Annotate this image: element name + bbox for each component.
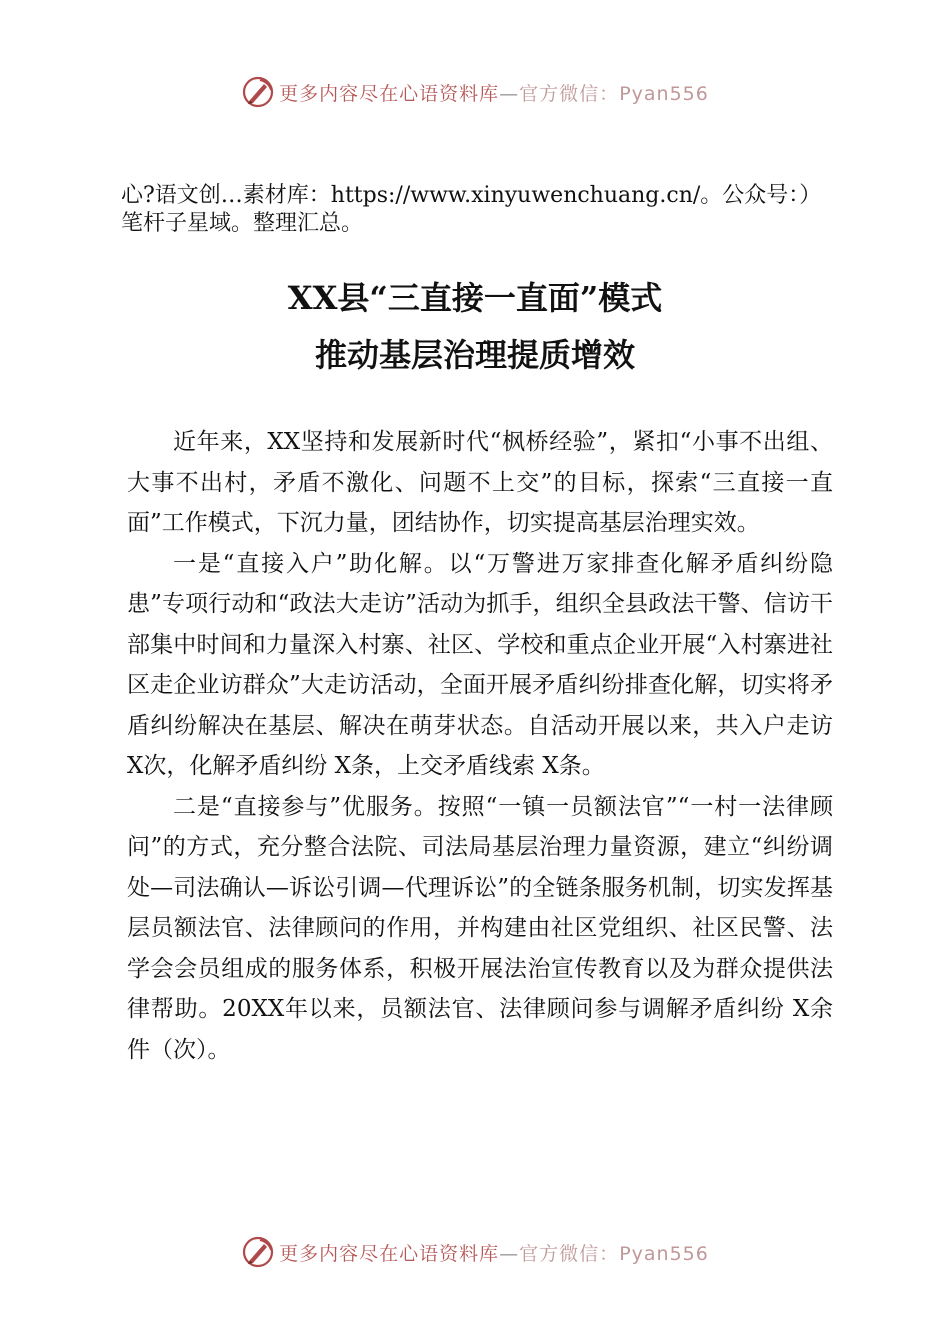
banner-wechat-id: Pyan556 (619, 82, 709, 105)
title-line-2: 推动基层治理提质增效 (314, 336, 635, 374)
header-banner (0, 72, 950, 112)
document-body (127, 422, 833, 1070)
pen-logo-icon (241, 75, 275, 109)
banner-title: 更多内容尽在心语资料库 (279, 1242, 500, 1265)
paragraph-intro: 近年来，XX坚持和发展新时代“枫桥经验”，紧扣“小事不出组、大事不出村，矛盾不激化、问题不上交”的目标，探索“三直接一直面”工作模式，下沉力量，团结协作，切实提高基层治理实效。 (127, 429, 833, 536)
pen-logo-icon (241, 1235, 275, 1269)
banner-title: 更多内容尽在心语资料库 (279, 82, 500, 105)
banner-wechat-label: 官方微信： (519, 1242, 620, 1265)
banner-dash: — (499, 82, 520, 105)
footer-banner (0, 1232, 950, 1272)
paragraph-direct-participation: 二是“直接参与”优服务。按照“一镇一员额法官”“一村一法律顾问”的方式，充分整合法院、司法局基层治理力量资源，建立“纠纷调处—司法确认—诉讼引调—代理诉讼”的全链条服务机制，切实发挥基层员额法官、法律顾问的作用，并构建由社区党组织、社区民警、法学会会员组成的服务体系，积极开展法治宣传教育以及为群众提供法律帮助。20XX年以来，员额法官、法律顾问参与调解矛盾纠纷 X余件（次）。 (127, 793, 833, 1063)
paragraph-direct-household: 一是“直接入户”助化解。以“万警进万家排查化解矛盾纠纷隐患”专项行动和“政法大走访”活动为抓手，组织全县政法干警、信访干部集中时间和力量深入村寨、社区、学校和重点企业开展“入村寨进社区走企业访群众”大走访活动，全面开展矛盾纠纷排查化解，切实将矛盾纠纷解决在基层、解决在萌芽状态。自活动开展以来，共入户走访 X次，化解矛盾纠纷 X条，上交矛盾线索 X条。 (127, 550, 833, 779)
banner-wechat-id: Pyan556 (619, 1242, 709, 1265)
title-line-1: XX县“三直接一直面”模式 (287, 279, 663, 317)
source-line: 心?语文创…素材库：https://www.xinyuwenchuang.cn/。公众号：）笔杆子星域。整理汇总。 (121, 183, 822, 236)
document-title (0, 270, 950, 384)
banner-dash: — (499, 1242, 520, 1265)
banner-wechat-label: 官方微信： (519, 82, 620, 105)
